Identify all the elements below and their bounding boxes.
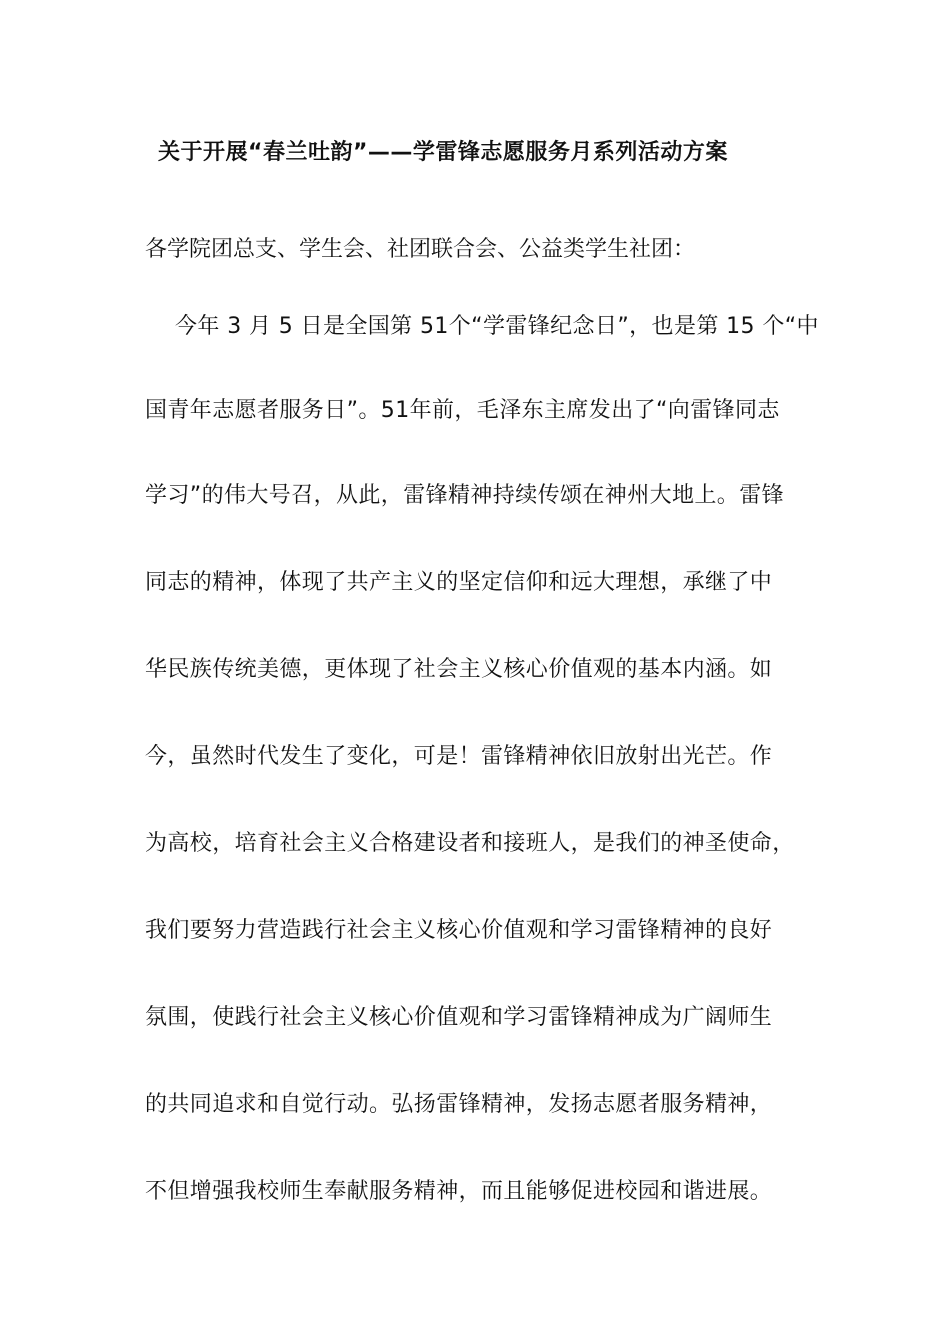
body-line: 学习”的伟大号召，从此，雷锋精神持续传颂在神州大地上。雷锋 xyxy=(145,483,784,508)
body-line: 今，虽然时代发生了变化，可是！雷锋精神依旧放射出光芒。作 xyxy=(145,744,773,769)
salutation: 各学院团总支、学生会、社团联合会、公益类学生社团： xyxy=(145,237,696,262)
body-line: 我们要努力营造践行社会主义核心价值观和学习雷锋精神的良好 xyxy=(145,918,773,943)
body-line: 今年 3 月 5 日是全国第 51个“学雷锋纪念日”，也是第 15 个“中 xyxy=(175,314,819,339)
body-line: 为高校，培育社会主义合格建设者和接班人，是我们的神圣使命， xyxy=(145,831,795,856)
body-line: 国青年志愿者服务日”。51年前，毛泽东主席发出了“向雷锋同志 xyxy=(145,398,780,423)
document-title: 关于开展“春兰吐韵”——学雷锋志愿服务月系列活动方案 xyxy=(158,140,728,165)
body-line: 华民族传统美德，更体现了社会主义核心价值观的基本内涵。如 xyxy=(145,657,773,682)
body-line: 的共同追求和自觉行动。弘扬雷锋精神，发扬志愿者服务精神， xyxy=(145,1092,773,1117)
body-line: 同志的精神，体现了共产主义的坚定信仰和远大理想，承继了中 xyxy=(145,570,773,595)
body-line: 氛围，使践行社会主义核心价值观和学习雷锋精神成为广阔师生 xyxy=(145,1005,773,1030)
body-line: 不但增强我校师生奉献服务精神，而且能够促进校园和谐进展。 xyxy=(145,1179,773,1204)
